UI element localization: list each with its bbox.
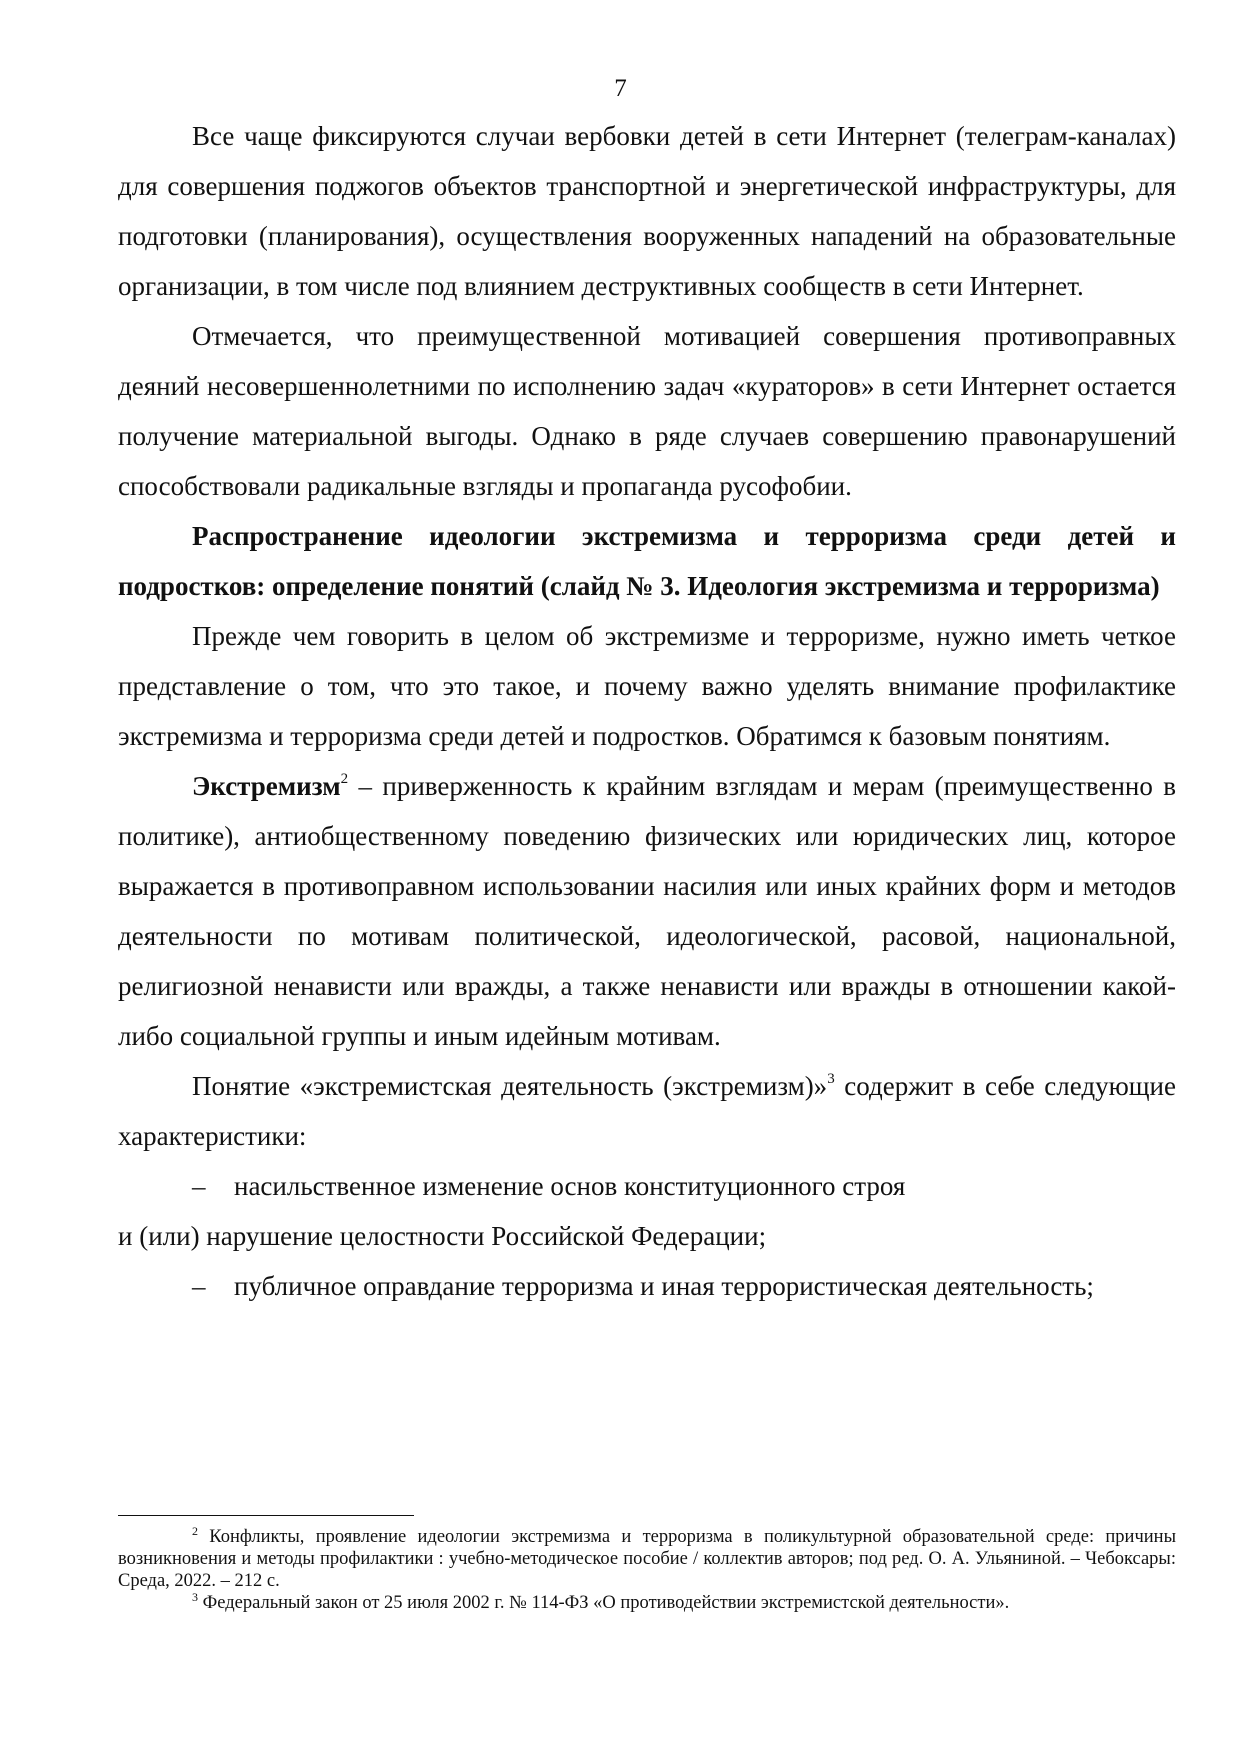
term-extremism: Экстремизм xyxy=(192,771,341,801)
footnote-ref-2: 2 xyxy=(340,771,349,787)
footnote-text: Федеральный закон от 25 июля 2002 г. № 114-ФЗ «О противодействии экстремистской деятельности». xyxy=(198,1593,1010,1613)
list-item-2: публичное оправдание терроризма и иная террористическая деятельность; xyxy=(234,1271,1094,1301)
footnote-2 xyxy=(118,1526,1176,1592)
footnote-text: Конфликты, проявление идеологии экстремизма и терроризма в поликультурной образовательной среде: причины возникновения и методы профилактики : учебно-методическое пособие / коллектив авторов; под ред. О. А. Ульяниной. – Чебоксары: Среда, 2022. – 212 с. xyxy=(118,1527,1176,1591)
list-item-1-line-1: насильственное изменение основ конституционного строя xyxy=(234,1171,906,1201)
list-dash: – xyxy=(192,1271,206,1301)
paragraph-recruitment: Все чаще фиксируются случаи вербовки детей в сети Интернет (телеграм-каналах) для совершения поджогов объектов транспортной и энергетической инфраструктуры, для подготовки (планирования), осуществления вооруженных нападений на образовательные организации, в том числе под влиянием деструктивных сообществ в сети Интернет. xyxy=(118,121,1176,301)
footnote-separator xyxy=(118,1515,414,1516)
list-item xyxy=(118,1161,1176,1211)
extremist-activity-intro: Понятие «экстремистская деятельность (экстремизм)» xyxy=(192,1071,828,1101)
paragraph-extremist-activity xyxy=(118,1061,1176,1161)
extremism-definition-text: – приверженность к крайним взглядам и мерам (преимущественно в политике), антиобщественному поведению физических или юридических лиц, которое выражается в противоправном использовании насилия или иных крайних форм и методов деятельности по мотивам политической, идеологической, расовой, национальной, религиозной ненависти или вражды, а также ненависти или вражды в отношении какой-либо социальной группы и иным идейным мотивам. xyxy=(118,771,1176,1051)
paragraph-motivation: Отмечается, что преимущественной мотивацией совершения противоправных деяний несовершеннолетними по исполнению задач «кураторов» в сети Интернет остается получение материальной выгоды. Однако в ряде случаев совершению правонарушений способствовали радикальные взгляды и пропаганда русофобии. xyxy=(118,321,1176,501)
list-item xyxy=(118,1261,1176,1311)
paragraph-intro-concepts: Прежде чем говорить в целом об экстремизме и терроризме, нужно иметь четкое представление о том, что это такое, и почему важно уделять внимание профилактике экстремизма и терроризма среди детей и подростков. Обратимся к базовым понятиям. xyxy=(118,621,1176,751)
footnote-number: 3 xyxy=(192,1590,198,1604)
list-dash: – xyxy=(192,1171,206,1201)
footnote-number: 2 xyxy=(192,1524,198,1538)
extremist-activity-tail: содержит в себе следующие характеристики: xyxy=(118,1071,1176,1151)
body-text xyxy=(118,111,1176,1311)
page-number: 7 xyxy=(614,75,627,102)
footnote-3 xyxy=(118,1592,1176,1614)
footnote-ref-3: 3 xyxy=(827,1071,835,1087)
list-item-continuation: и (или) нарушение целостности Российской Федерации; xyxy=(118,1221,767,1251)
footnotes xyxy=(118,1526,1176,1614)
section-heading: Распространение идеологии экстремизма и терроризма среди детей и подростков: определение понятий (слайд № 3. Идеология экстремизма и терроризма) xyxy=(118,521,1176,601)
paragraph-extremism-definition xyxy=(118,761,1176,1061)
